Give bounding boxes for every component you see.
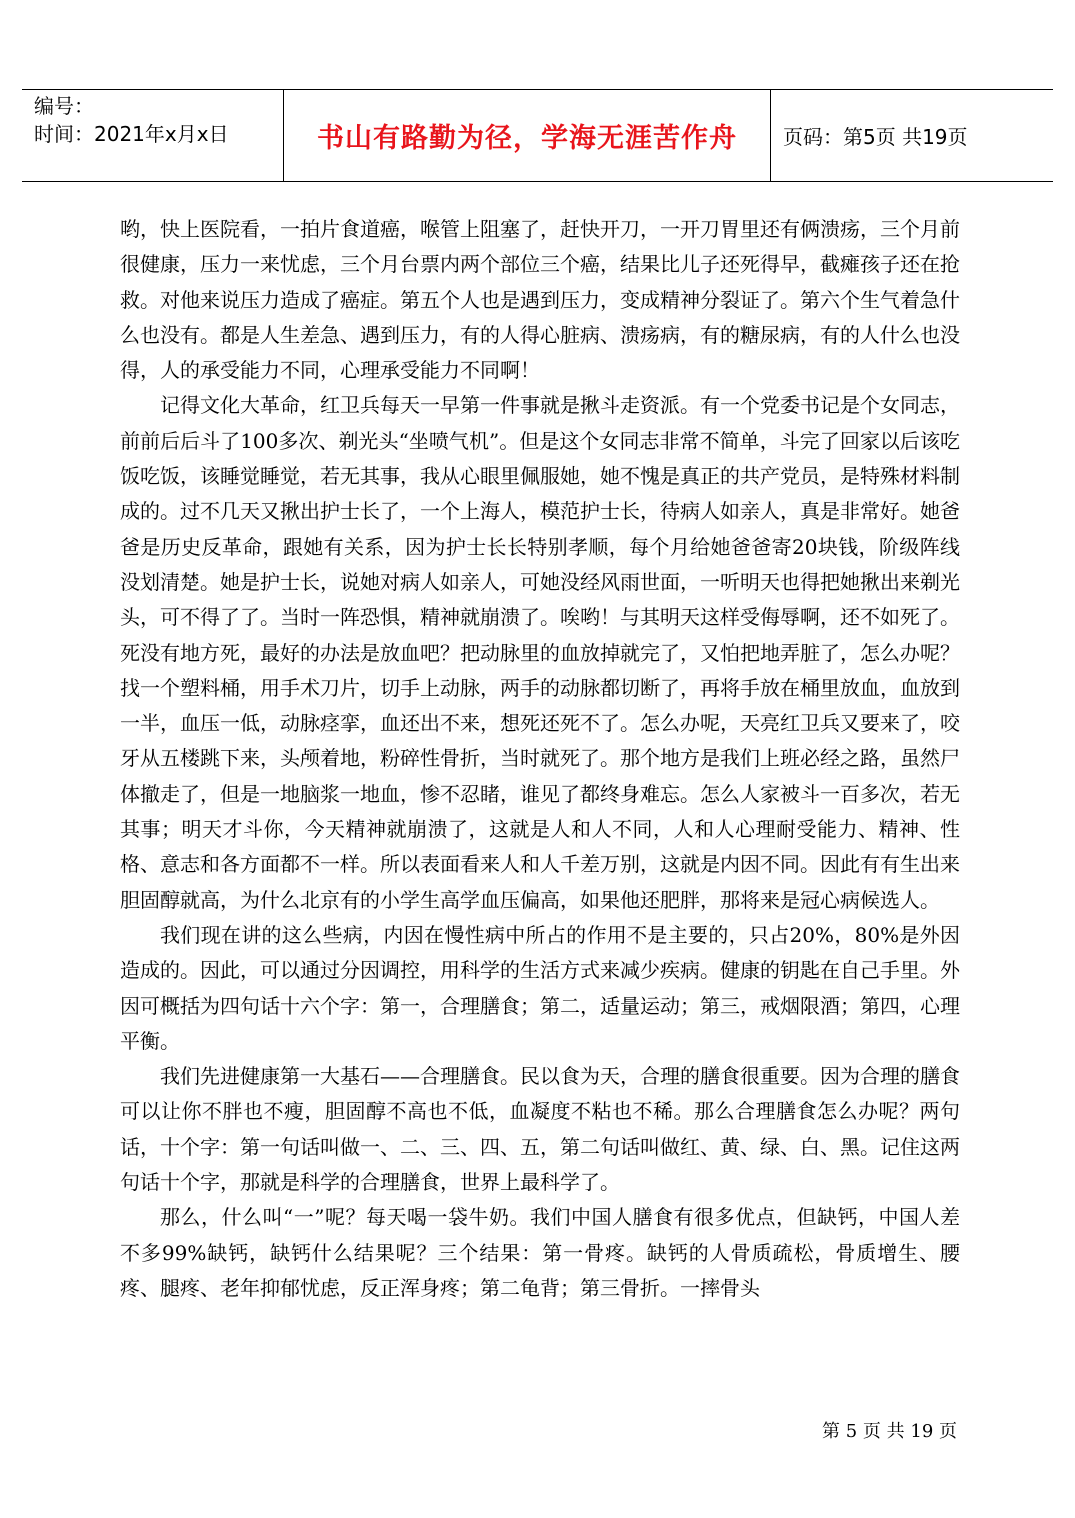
paragraph: 记得文化大革命，红卫兵每天一早第一件事就是揪斗走资派。有一个党委书记是个女同志，前前后后斗了100多次、剃光头“坐喷气机”。但是这个女同志非常不简单，斗完了回家以后该吃饭吃饭，该睡觉睡觉，若无其事，我从心眼里佩服她，她不愧是真正的共产党员，是特殊材料制成的。过不几天又揪出护士长了，一个上海人，模范护士长，待病人如亲人，真是非常好。她爸爸是历史反革命，跟她有关系，因为护士长长特别孝顺，每个月给她爸爸寄20块钱，阶级阵线没划清楚。她是护士长，说她对病人如亲人，可她没经风雨世面，一听明天也得把她揪出来剃光头，可不得了了。当时一阵恐惧，精神就崩溃了。唉哟！与其明天这样受侮辱啊，还不如死了。死没有地方死，最好的办法是放血吧？把动脉里的血放掉就完了，又怕把地弄脏了，怎么办呢？找一个塑料桶，用手术刀片，切手上动脉，两手的动脉都切断了，再将手放在桶里放血，血放到一半，血压一低，动脉痉挛，血还出不来，想死还死不了。怎么办呢，天亮红卫兵又要来了，咬牙从五楼跳下来，头颅着地，粉碎性骨折，当时就死了。那个地方是我们上班必经之路，虽然尸体撤走了，但是一地脑浆一地血，惨不忍睹，谁见了都终身难忘。怎么人家被斗一百多次，若无其事；明天才斗你，今天精神就崩溃了，这就是人和人不同，人和人心理耐受能力、精神、性格、意志和各方面都不一样。所以表面看来人和人千差万别，这就是内因不同。因此有有生出来胆固醇就高，为什么北京有的小学生高学血压偏高，如果他还肥胖，那将来是冠心病候选人。 xyxy=(120,393,960,912)
document-time-label: 时间：2021年x月x日 xyxy=(34,122,229,146)
page-header xyxy=(22,89,1053,182)
header-page-info: 页码：第5页 共19页 xyxy=(783,125,968,149)
paragraph: 我们先进健康第一大基石——合理膳食。民以食为天，合理的膳食很重要。因为合理的膳食可以让你不胖也不瘦，胆固醇不高也不低，血凝度不粘也不稀。那么合理膳食怎么办呢？两句话，十个字：第一句话叫做一、二、三、四、五，第二句话叫做红、黄、绿、白、黑。记住这两句话十个字，那就是科学的合理膳食，世界上最科学了。 xyxy=(120,1064,960,1195)
header-meta-cell xyxy=(22,90,284,181)
paragraph: 那么，什么叫“一”呢？每天喝一袋牛奶。我们中国人膳食有很多优点，但缺钙，中国人差不多99%缺钙，缺钙什么结果呢？三个结果：第一骨疼。缺钙的人骨质疏松，骨质增生、腰疼、腿疼、老年抑郁忧虑，反正浑身疼；第二龟背；第三骨折。一摔骨头 xyxy=(120,1205,960,1300)
footer-page-number: 第 5 页 共 19 页 xyxy=(822,1421,957,1442)
header-motto-cell xyxy=(284,90,771,181)
document-body xyxy=(120,212,960,1306)
paragraph: 我们现在讲的这么些病，内因在慢性病中所占的作用不是主要的，只占20%，80%是外因造成的。因此，可以通过分因调控，用科学的生活方式来减少疾病。健康的钥匙在自己手里。外因可概括为四句话十六个字：第一，合理膳食；第二，适量运动；第三，戒烟限酒；第四，心理平衡。 xyxy=(120,922,960,1053)
header-motto: 书山有路勤为径，学海无涯苦作舟 xyxy=(317,123,737,154)
document-number-label: 编号： xyxy=(34,94,94,118)
page-footer xyxy=(811,1390,957,1446)
paragraph-continuation: 哟，快上医院看，一拍片食道癌，喉管上阻塞了，赶快开刀，一开刀胃里还有俩溃疡，三个月前很健康，压力一来忧虑，三个月台票内两个部位三个癌，结果比儿子还死得早，截瘫孩子还在抢救。对他来说压力造成了癌症。第五个人也是遇到压力，变成精神分裂证了。第六个生气着急什么也没有。都是人生差急、遇到压力，有的人得心脏病、溃疡病，有的糖尿病，有的人什么也没得，人的承受能力不同，心理承受能力不同啊！ xyxy=(120,217,960,383)
header-page-cell xyxy=(771,90,1053,181)
